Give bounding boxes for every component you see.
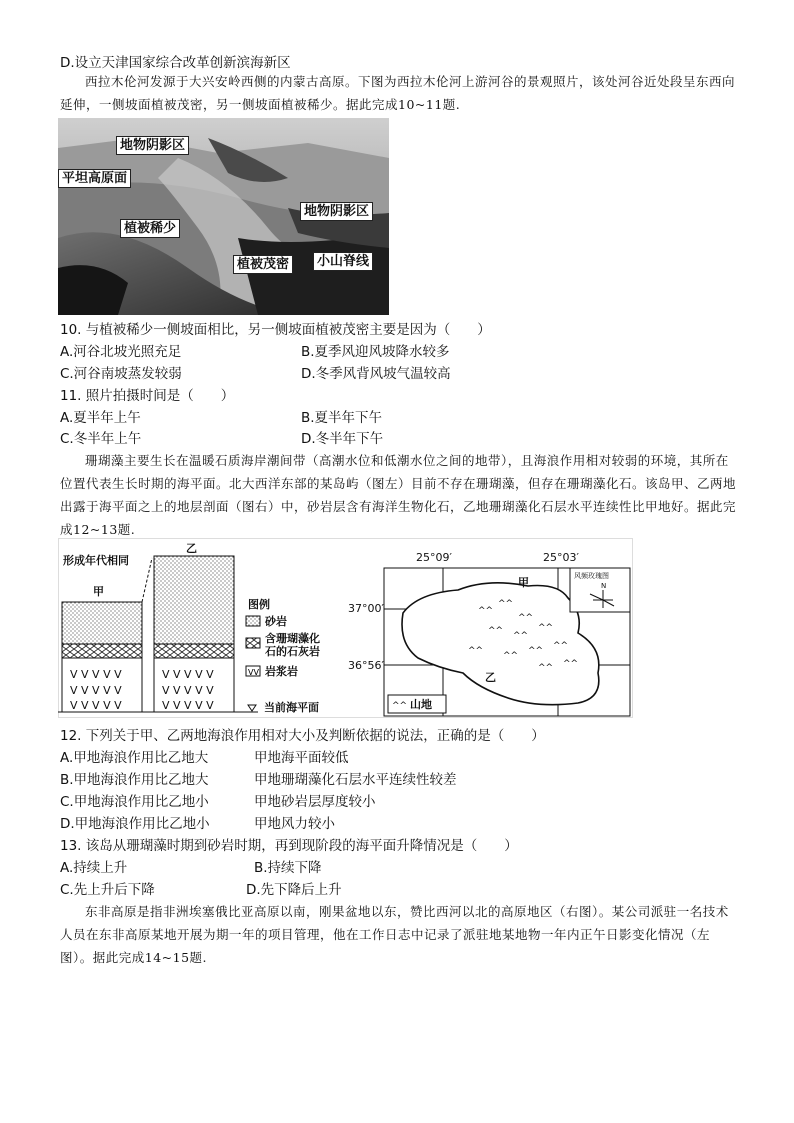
svg-text:^^: ^^	[538, 663, 554, 673]
wind-rose-title: 风频玫瑰图	[574, 572, 609, 580]
option-d-previous: D.设立天津国家综合改革创新滨海新区	[60, 55, 291, 71]
q11-option-d: D.冬半年下午	[301, 431, 384, 447]
label-dense-vegetation: 植被茂密	[233, 255, 293, 274]
island-figure-svg	[58, 538, 633, 718]
label-shadow-area-1: 地物阴影区	[116, 136, 189, 155]
svg-text:^^: ^^	[503, 651, 519, 661]
q12-option-b: B.甲地海浪作用比乙地大	[60, 772, 209, 788]
q12-option-d: D.甲地海浪作用比乙地小	[60, 816, 210, 832]
q11-option-c: C.冬半年上午	[60, 431, 142, 447]
profile-yi-label: 乙	[186, 542, 197, 555]
question-11-stem: 11. 照片拍摄时间是（ ）	[60, 388, 235, 404]
legend-limestone-1: 含珊瑚藻化	[265, 632, 320, 645]
svg-text:^^: ^^	[488, 626, 504, 636]
svg-text:^^: ^^	[468, 646, 484, 656]
longitude-1: 25°09′	[416, 551, 452, 564]
legend-sandstone: 砂岩	[265, 615, 287, 628]
q12-option-a-reason: 甲地海平面较低	[254, 750, 349, 766]
svg-text:V V V V V: V V V V V	[162, 668, 214, 681]
wind-rose-north: N	[601, 582, 607, 590]
svg-text:VV: VV	[248, 668, 259, 677]
q12-option-c: C.甲地海浪作用比乙地小	[60, 794, 209, 810]
svg-text:^^: ^^	[528, 646, 544, 656]
passage-12-13: 珊瑚藻主要生长在温暖石质海岸潮间带（高潮水位和低潮水位之间的地带），且海浪作用相对较弱的环境，其所在位置代表生长时期的海平面。北大西洋东部的某岛屿（图左）目前不存在珊瑚藻，但存在珊瑚藻化石。该岛甲、乙两地出露于海平面之上的地层剖面（图右）中，砂岩层含有海洋生物化石，乙地珊瑚藻化石层水平连续性比甲地好。据此完成12~13题.	[60, 453, 737, 537]
question-12-stem: 12. 下列关于甲、乙两地海浪作用相对大小及判断依据的说法，正确的是（ ）	[60, 728, 545, 744]
q13-option-a: A.持续上升	[60, 860, 128, 876]
q13-option-b: B.持续下降	[254, 860, 322, 876]
label-shadow-area-2: 地物阴影区	[300, 202, 373, 221]
svg-text:V V V V V: V V V V V	[162, 699, 214, 712]
q10-option-c: C.河谷南坡蒸发较弱	[60, 366, 182, 382]
q13-option-c: C.先上升后下降	[60, 882, 155, 898]
passage-10-11: 西拉木伦河发源于大兴安岭西侧的内蒙古高原。下图为西拉木伦河上游河谷的景观照片，该处河谷近处段呈东西向延伸，一侧坡面植被茂密，另一侧坡面植被稀少。据此完成10~11题.	[60, 74, 736, 112]
q10-option-b: B.夏季风迎风坡降水较多	[301, 344, 450, 360]
yi-sandstone	[154, 556, 234, 644]
island-figure	[58, 538, 633, 718]
same-age-label: 形成年代相同	[63, 554, 129, 567]
river-valley-photo	[58, 118, 389, 315]
svg-text:^^: ^^	[538, 623, 554, 633]
svg-text:V V V V V: V V V V V	[162, 684, 214, 697]
q12-option-a: A.甲地海浪作用比乙地大	[60, 750, 209, 766]
legend-title: 图例	[248, 598, 270, 611]
question-10-stem: 10. 与植被稀少一侧坡面相比，另一侧坡面植被茂密主要是因为（ ）	[60, 322, 491, 338]
question-13-stem: 13. 该岛从珊瑚藻时期到砂岩时期，再到现阶段的海平面升降情况是（ ）	[60, 838, 518, 854]
svg-text:^^: ^^	[518, 613, 534, 623]
label-sparse-vegetation: 植被稀少	[120, 219, 180, 238]
label-ridge-line: 小山脊线	[313, 252, 373, 271]
svg-text:V V V V V: V V V V V	[70, 668, 122, 681]
legend-sea-level: 当前海平面	[264, 701, 319, 714]
mountain-legend-label: 山地	[410, 698, 432, 711]
q11-option-a: A.夏半年上午	[60, 410, 141, 426]
mountain-legend-icon: ^^	[392, 701, 408, 711]
legend-magma: 岩浆岩	[265, 665, 298, 678]
profile-jia-label: 甲	[93, 585, 104, 598]
yi-limestone	[154, 644, 234, 658]
q12-option-b-reason: 甲地珊瑚藻化石层水平连续性较差	[254, 772, 457, 788]
svg-text:^^: ^^	[513, 631, 529, 641]
latitude-2: 36°56′	[348, 659, 384, 672]
q12-option-d-reason: 甲地风力较小	[254, 816, 335, 832]
jia-sandstone	[62, 602, 142, 644]
svg-text:V V V V V: V V V V V	[70, 684, 122, 697]
latitude-1: 37°00′	[348, 602, 384, 615]
q10-option-a: A.河谷北坡光照充足	[60, 344, 182, 360]
passage-14-15: 东非高原是指非洲埃塞俄比亚高原以南，刚果盆地以东，赞比西河以北的高原地区（右图）。某公司派驻一名技术人员在东非高原某地开展为期一年的项目管理，他在工作日志中记录了派驻地某地物一年内正午日影变化情况（左图）。据此完成14~15题.	[60, 904, 729, 965]
label-flat-plateau: 平坦高原面	[58, 169, 131, 188]
longitude-2: 25°03′	[543, 551, 579, 564]
q12-option-c-reason: 甲地砂岩层厚度较小	[254, 794, 376, 810]
island-map	[348, 551, 630, 716]
legend-limestone-2: 石的石灰岩	[265, 645, 320, 658]
svg-text:^^: ^^	[553, 641, 569, 651]
map-jia-label: 甲	[518, 576, 529, 589]
jia-limestone	[62, 644, 142, 658]
map-yi-label: 乙	[485, 671, 496, 684]
svg-text:^^: ^^	[563, 659, 579, 669]
svg-text:^^: ^^	[498, 599, 514, 609]
svg-text:V V V V V: V V V V V	[70, 699, 122, 712]
svg-text:^^: ^^	[478, 606, 494, 616]
q10-option-d: D.冬季风背风坡气温较高	[301, 366, 451, 382]
q11-option-b: B.夏半年下午	[301, 410, 383, 426]
q13-option-d: D.先下降后上升	[246, 882, 342, 898]
